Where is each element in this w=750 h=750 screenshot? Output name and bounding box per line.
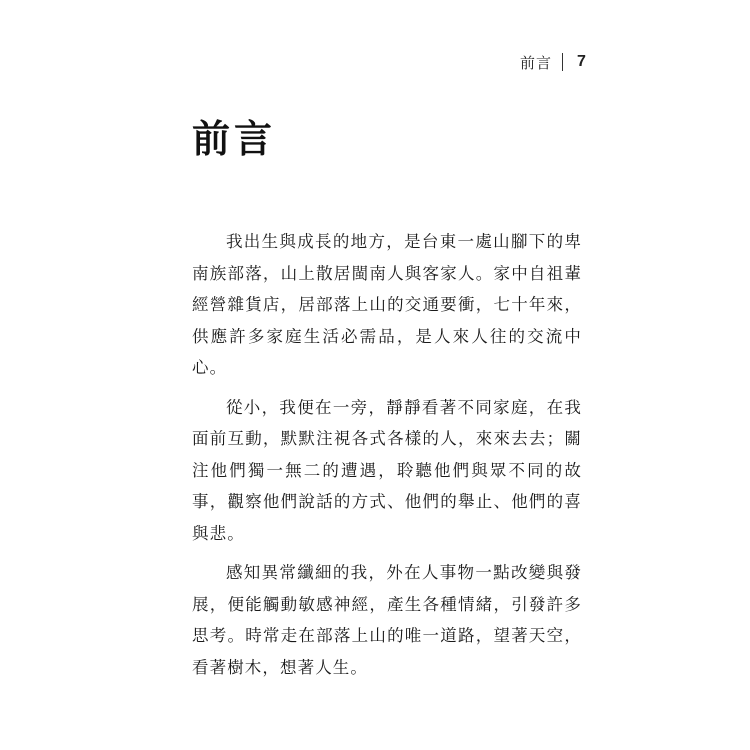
chapter-title: 前言: [192, 116, 277, 161]
running-header: [520, 50, 586, 74]
paragraph-3: 感知異常纖細的我，外在人事物一點改變與發展，便能觸動敏感神經，產生各種情緒，引發許多思考。時常走在部落上山的唯一道路，望著天空，看著樹木，想著人生。: [192, 563, 582, 677]
paragraph-2: 從小，我便在一旁，靜靜看著不同家庭，在我面前互動，默默注視各式各樣的人，來來去去；關注他們獨一無二的遭遇，聆聽他們與眾不同的故事，觀察他們說話的方式、他們的舉止、他們的喜與悲。: [192, 397, 582, 543]
running-header-section: 前言: [520, 53, 553, 72]
page-number: 7: [577, 53, 586, 70]
header-divider: [562, 53, 563, 71]
body-text: [192, 226, 582, 691]
paragraph-1: 我出生與成長的地方，是台東一處山腳下的卑南族部落，山上散居閩南人與客家人。家中自祖輩經營雜貨店，居部落上山的交通要衝，七十年來，供應許多家庭生活必需品，是人來人往的交流中心。: [192, 232, 582, 377]
